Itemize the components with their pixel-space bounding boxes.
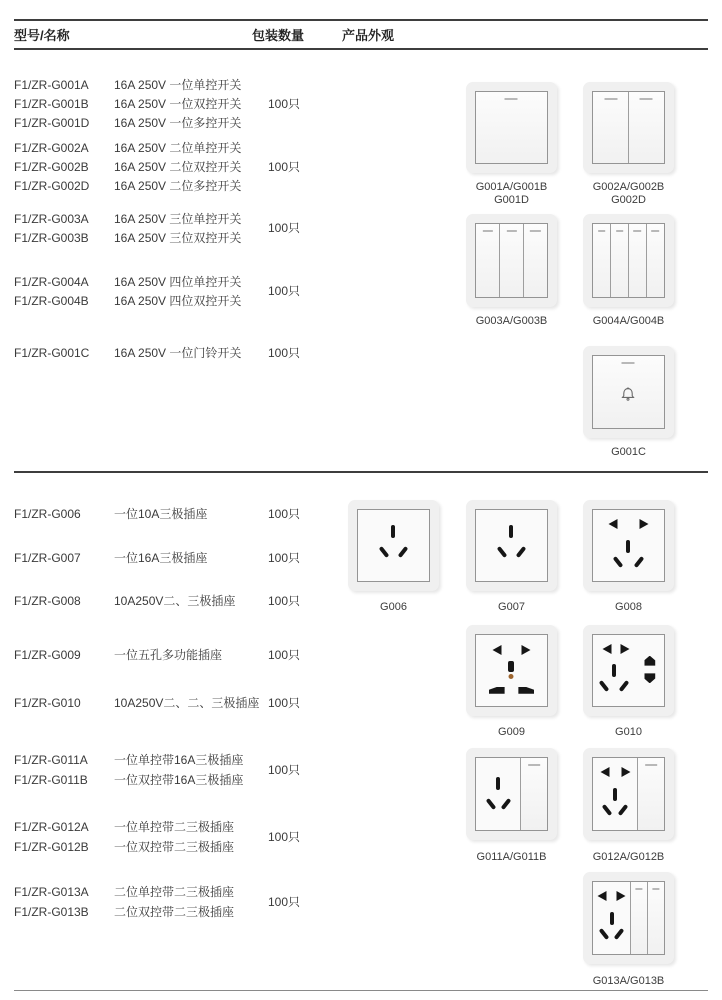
socket-hole-icon	[634, 556, 645, 568]
indicator-dash-icon	[640, 98, 653, 100]
product-label-line: G001D	[494, 194, 529, 206]
socket-hole-icon	[496, 546, 507, 558]
pack-qty: 100只	[268, 763, 301, 777]
product-label-line: G004A/G004B	[592, 315, 665, 327]
product-label-line: G006	[380, 601, 407, 613]
model-number: F1/ZR-G004B	[14, 294, 89, 308]
product-image-g007-socket-3pin	[466, 500, 557, 591]
socket-panel	[475, 634, 548, 707]
indicator-dash-icon	[622, 362, 635, 364]
model-number: F1/ZR-G004A	[14, 275, 89, 289]
product-image-g010-socket-7hole	[583, 625, 674, 716]
socket-panel	[593, 758, 638, 830]
product-label-line: G008	[615, 601, 642, 613]
product-image-g004-switch-4gang	[583, 214, 674, 307]
socket-hole-icon	[489, 687, 505, 694]
rocker-button	[476, 224, 500, 296]
switch-panel	[475, 223, 548, 297]
model-number: F1/ZR-G001D	[14, 116, 90, 130]
socket-hole-icon	[493, 645, 502, 655]
bell-icon	[617, 383, 639, 405]
model-number: F1/ZR-G012A	[14, 820, 89, 834]
pack-qty: 100只	[268, 696, 301, 710]
indicator-dash-icon	[634, 230, 642, 232]
product-image-g012-switch-socket	[583, 748, 674, 840]
rocker-button	[476, 92, 547, 163]
model-desc: 16A 250V 一位单控开关	[114, 78, 242, 92]
model-desc: 一位双控带二三极插座	[114, 840, 235, 854]
switch-socket-panel	[592, 757, 665, 831]
model-desc: 二位双控带二三极插座	[114, 905, 235, 919]
product-image-g011-switch-socket	[466, 748, 557, 840]
model-desc: 16A 250V 四位单控开关	[114, 275, 242, 289]
socket-hole-icon	[620, 644, 629, 654]
model-number: F1/ZR-G007	[14, 551, 81, 565]
switch-socket-panel	[592, 881, 665, 955]
model-number: F1/ZR-G003B	[14, 231, 89, 245]
product-label	[456, 601, 567, 614]
socket-hole-icon	[640, 519, 649, 529]
rocker-button	[629, 92, 664, 163]
model-desc: 16A 250V 二位多控开关	[114, 179, 242, 193]
model-desc: 16A 250V 一位双控开关	[114, 97, 242, 111]
product-label-line: G003A/G003B	[475, 315, 548, 327]
product-label-line: G007	[498, 601, 525, 613]
product-image-g002-switch-2gang	[583, 82, 674, 173]
product-label	[573, 601, 684, 614]
product-image-g003-switch-3gang	[466, 214, 557, 307]
model-desc: 二位单控带二三极插座	[114, 885, 235, 899]
socket-hole-icon	[610, 912, 614, 925]
socket-hole-icon	[509, 525, 513, 538]
top-rule	[14, 19, 708, 21]
product-label	[573, 851, 684, 864]
rocker-button	[648, 882, 664, 954]
socket-hole-icon	[398, 546, 409, 558]
indicator-dash-icon	[528, 764, 540, 766]
socket-hole-icon	[602, 804, 613, 816]
switch-panel	[592, 91, 665, 164]
rocker-button	[611, 224, 629, 296]
product-label	[573, 726, 684, 739]
pack-qty: 100只	[268, 97, 301, 111]
model-desc: 16A 250V 四位双控开关	[114, 294, 242, 308]
pack-qty: 100只	[268, 895, 301, 909]
rocker-button	[593, 224, 611, 296]
rocker-button	[631, 882, 648, 954]
socket-hole-icon	[600, 767, 609, 777]
col-header-qty: 包装数量	[252, 28, 305, 43]
model-number: F1/ZR-G009	[14, 648, 81, 662]
indicator-dash-icon	[598, 230, 606, 232]
model-desc: 一位单控带二三极插座	[114, 820, 235, 834]
model-desc: 一位单控带16A三极插座	[114, 753, 244, 767]
model-number: F1/ZR-G010	[14, 696, 81, 710]
rocker-button	[500, 224, 524, 296]
model-number: F1/ZR-G002A	[14, 141, 89, 155]
product-label-line: G009	[498, 726, 525, 738]
model-desc: 16A 250V 三位双控开关	[114, 231, 242, 245]
model-number: F1/ZR-G013B	[14, 905, 89, 919]
switch-panel	[592, 223, 665, 297]
model-desc: 一位双控带16A三极插座	[114, 773, 244, 787]
socket-hole-icon	[618, 804, 629, 816]
socket-hole-icon	[598, 928, 609, 940]
product-label	[573, 181, 684, 207]
section-divider-rule	[14, 471, 708, 473]
product-image-g008-socket-5hole	[583, 500, 674, 591]
socket-hole-icon	[626, 540, 630, 553]
model-desc: 16A 250V 三位单控开关	[114, 212, 242, 226]
model-number: F1/ZR-G002D	[14, 179, 90, 193]
indicator-dash-icon	[482, 230, 492, 232]
socket-hole-icon	[599, 680, 610, 692]
switch-socket-panel	[475, 757, 548, 831]
product-label-line: G010	[615, 726, 642, 738]
socket-hole-icon	[508, 661, 514, 672]
rocker-button	[638, 758, 664, 830]
pack-qty: 100只	[268, 346, 301, 360]
indicator-dash-icon	[505, 98, 518, 100]
socket-hole-icon	[496, 777, 500, 790]
product-image-g009-socket-multifunction	[466, 625, 557, 716]
model-desc: 一位10A三极插座	[114, 507, 208, 521]
product-label-line: G013A/G013B	[592, 975, 665, 987]
product-label	[573, 975, 684, 988]
socket-hole-icon	[598, 891, 607, 901]
socket-hole-icon	[619, 680, 630, 692]
socket-hole-icon	[485, 798, 496, 810]
socket-hole-icon	[518, 687, 534, 694]
pack-qty: 100只	[268, 221, 301, 235]
model-desc: 16A 250V 一位门铃开关	[114, 346, 242, 360]
product-label	[573, 446, 684, 459]
socket-hole-icon	[500, 798, 511, 810]
model-number: F1/ZR-G011B	[14, 773, 88, 787]
product-image-g001c-doorbell-switch	[583, 346, 674, 438]
indicator-dash-icon	[635, 888, 642, 890]
pack-qty: 100只	[268, 551, 301, 565]
rocker-button	[647, 224, 664, 296]
socket-hole-icon	[608, 519, 617, 529]
model-number: F1/ZR-G008	[14, 594, 81, 608]
pack-qty: 100只	[268, 830, 301, 844]
product-label	[338, 601, 449, 614]
model-desc: 一位16A三极插座	[114, 551, 208, 565]
socket-hole-icon	[516, 546, 527, 558]
product-label	[573, 315, 684, 328]
model-desc: 10A250V二、三极插座	[114, 594, 236, 608]
socket-panel	[592, 634, 665, 707]
product-label-line: G012A/G012B	[592, 851, 665, 863]
rocker-button	[524, 224, 547, 296]
header-rule	[14, 48, 708, 50]
product-label-line: G002D	[611, 194, 646, 206]
product-label	[456, 726, 567, 739]
indicator-dash-icon	[645, 764, 657, 766]
model-number: F1/ZR-G012B	[14, 840, 89, 854]
socket-hole-icon	[613, 556, 624, 568]
rocker-button	[629, 224, 647, 296]
model-desc: 10A250V二、二、三极插座	[114, 696, 260, 710]
socket-hole-icon	[616, 891, 625, 901]
pack-qty: 100只	[268, 160, 301, 174]
product-image-g013-2switch-socket	[583, 872, 674, 964]
model-desc: 16A 250V 二位双控开关	[114, 160, 242, 174]
product-label-line: G002A/G002B	[592, 181, 665, 193]
model-number: F1/ZR-G013A	[14, 885, 89, 899]
bottom-rule	[14, 990, 708, 991]
product-label	[456, 851, 567, 864]
indicator-dash-icon	[652, 230, 660, 232]
socket-hole-icon	[621, 767, 630, 777]
rocker-button	[521, 758, 547, 830]
socket-panel	[357, 509, 430, 582]
col-header-appearance: 产品外观	[342, 28, 395, 43]
indicator-dash-icon	[530, 230, 540, 232]
socket-hole-icon	[614, 928, 625, 940]
model-number: F1/ZR-G001B	[14, 97, 89, 111]
socket-panel	[592, 509, 665, 582]
product-label-line: G001C	[611, 446, 646, 458]
socket-hole-icon	[613, 788, 617, 801]
socket-hole-icon	[509, 674, 514, 679]
socket-hole-icon	[612, 664, 616, 677]
socket-panel	[593, 882, 631, 954]
pack-qty: 100只	[268, 284, 301, 298]
product-label-line: G011A/G011B	[476, 851, 547, 863]
socket-hole-icon	[378, 546, 389, 558]
pack-qty: 100只	[268, 507, 301, 521]
pack-qty: 100只	[268, 594, 301, 608]
model-desc: 16A 250V 一位多控开关	[114, 116, 242, 130]
product-label	[456, 315, 567, 328]
model-desc: 16A 250V 二位单控开关	[114, 141, 242, 155]
model-number: F1/ZR-G002B	[14, 160, 89, 174]
socket-panel	[475, 509, 548, 582]
indicator-dash-icon	[652, 888, 659, 890]
switch-panel	[592, 355, 665, 429]
socket-hole-icon	[391, 525, 395, 538]
switch-panel	[475, 91, 548, 164]
model-number: F1/ZR-G006	[14, 507, 81, 521]
model-number: F1/ZR-G001C	[14, 346, 90, 360]
col-header-model: 型号/名称	[14, 28, 70, 43]
indicator-dash-icon	[506, 230, 516, 232]
rocker-button	[593, 92, 629, 163]
product-image-g006-socket-3pin	[348, 500, 439, 591]
product-label	[456, 181, 567, 207]
socket-panel	[476, 758, 521, 830]
model-number: F1/ZR-G003A	[14, 212, 89, 226]
pack-qty: 100只	[268, 648, 301, 662]
socket-hole-icon	[603, 644, 612, 654]
product-image-g001-switch-1gang	[466, 82, 557, 173]
indicator-dash-icon	[604, 98, 617, 100]
model-desc: 一位五孔多功能插座	[114, 648, 223, 662]
socket-hole-icon	[644, 673, 655, 683]
model-number: F1/ZR-G011A	[14, 753, 88, 767]
socket-hole-icon	[521, 645, 530, 655]
rocker-button	[593, 356, 664, 428]
product-label-line: G001A/G001B	[475, 181, 548, 193]
socket-hole-icon	[644, 656, 655, 666]
indicator-dash-icon	[616, 230, 624, 232]
model-number: F1/ZR-G001A	[14, 78, 89, 92]
